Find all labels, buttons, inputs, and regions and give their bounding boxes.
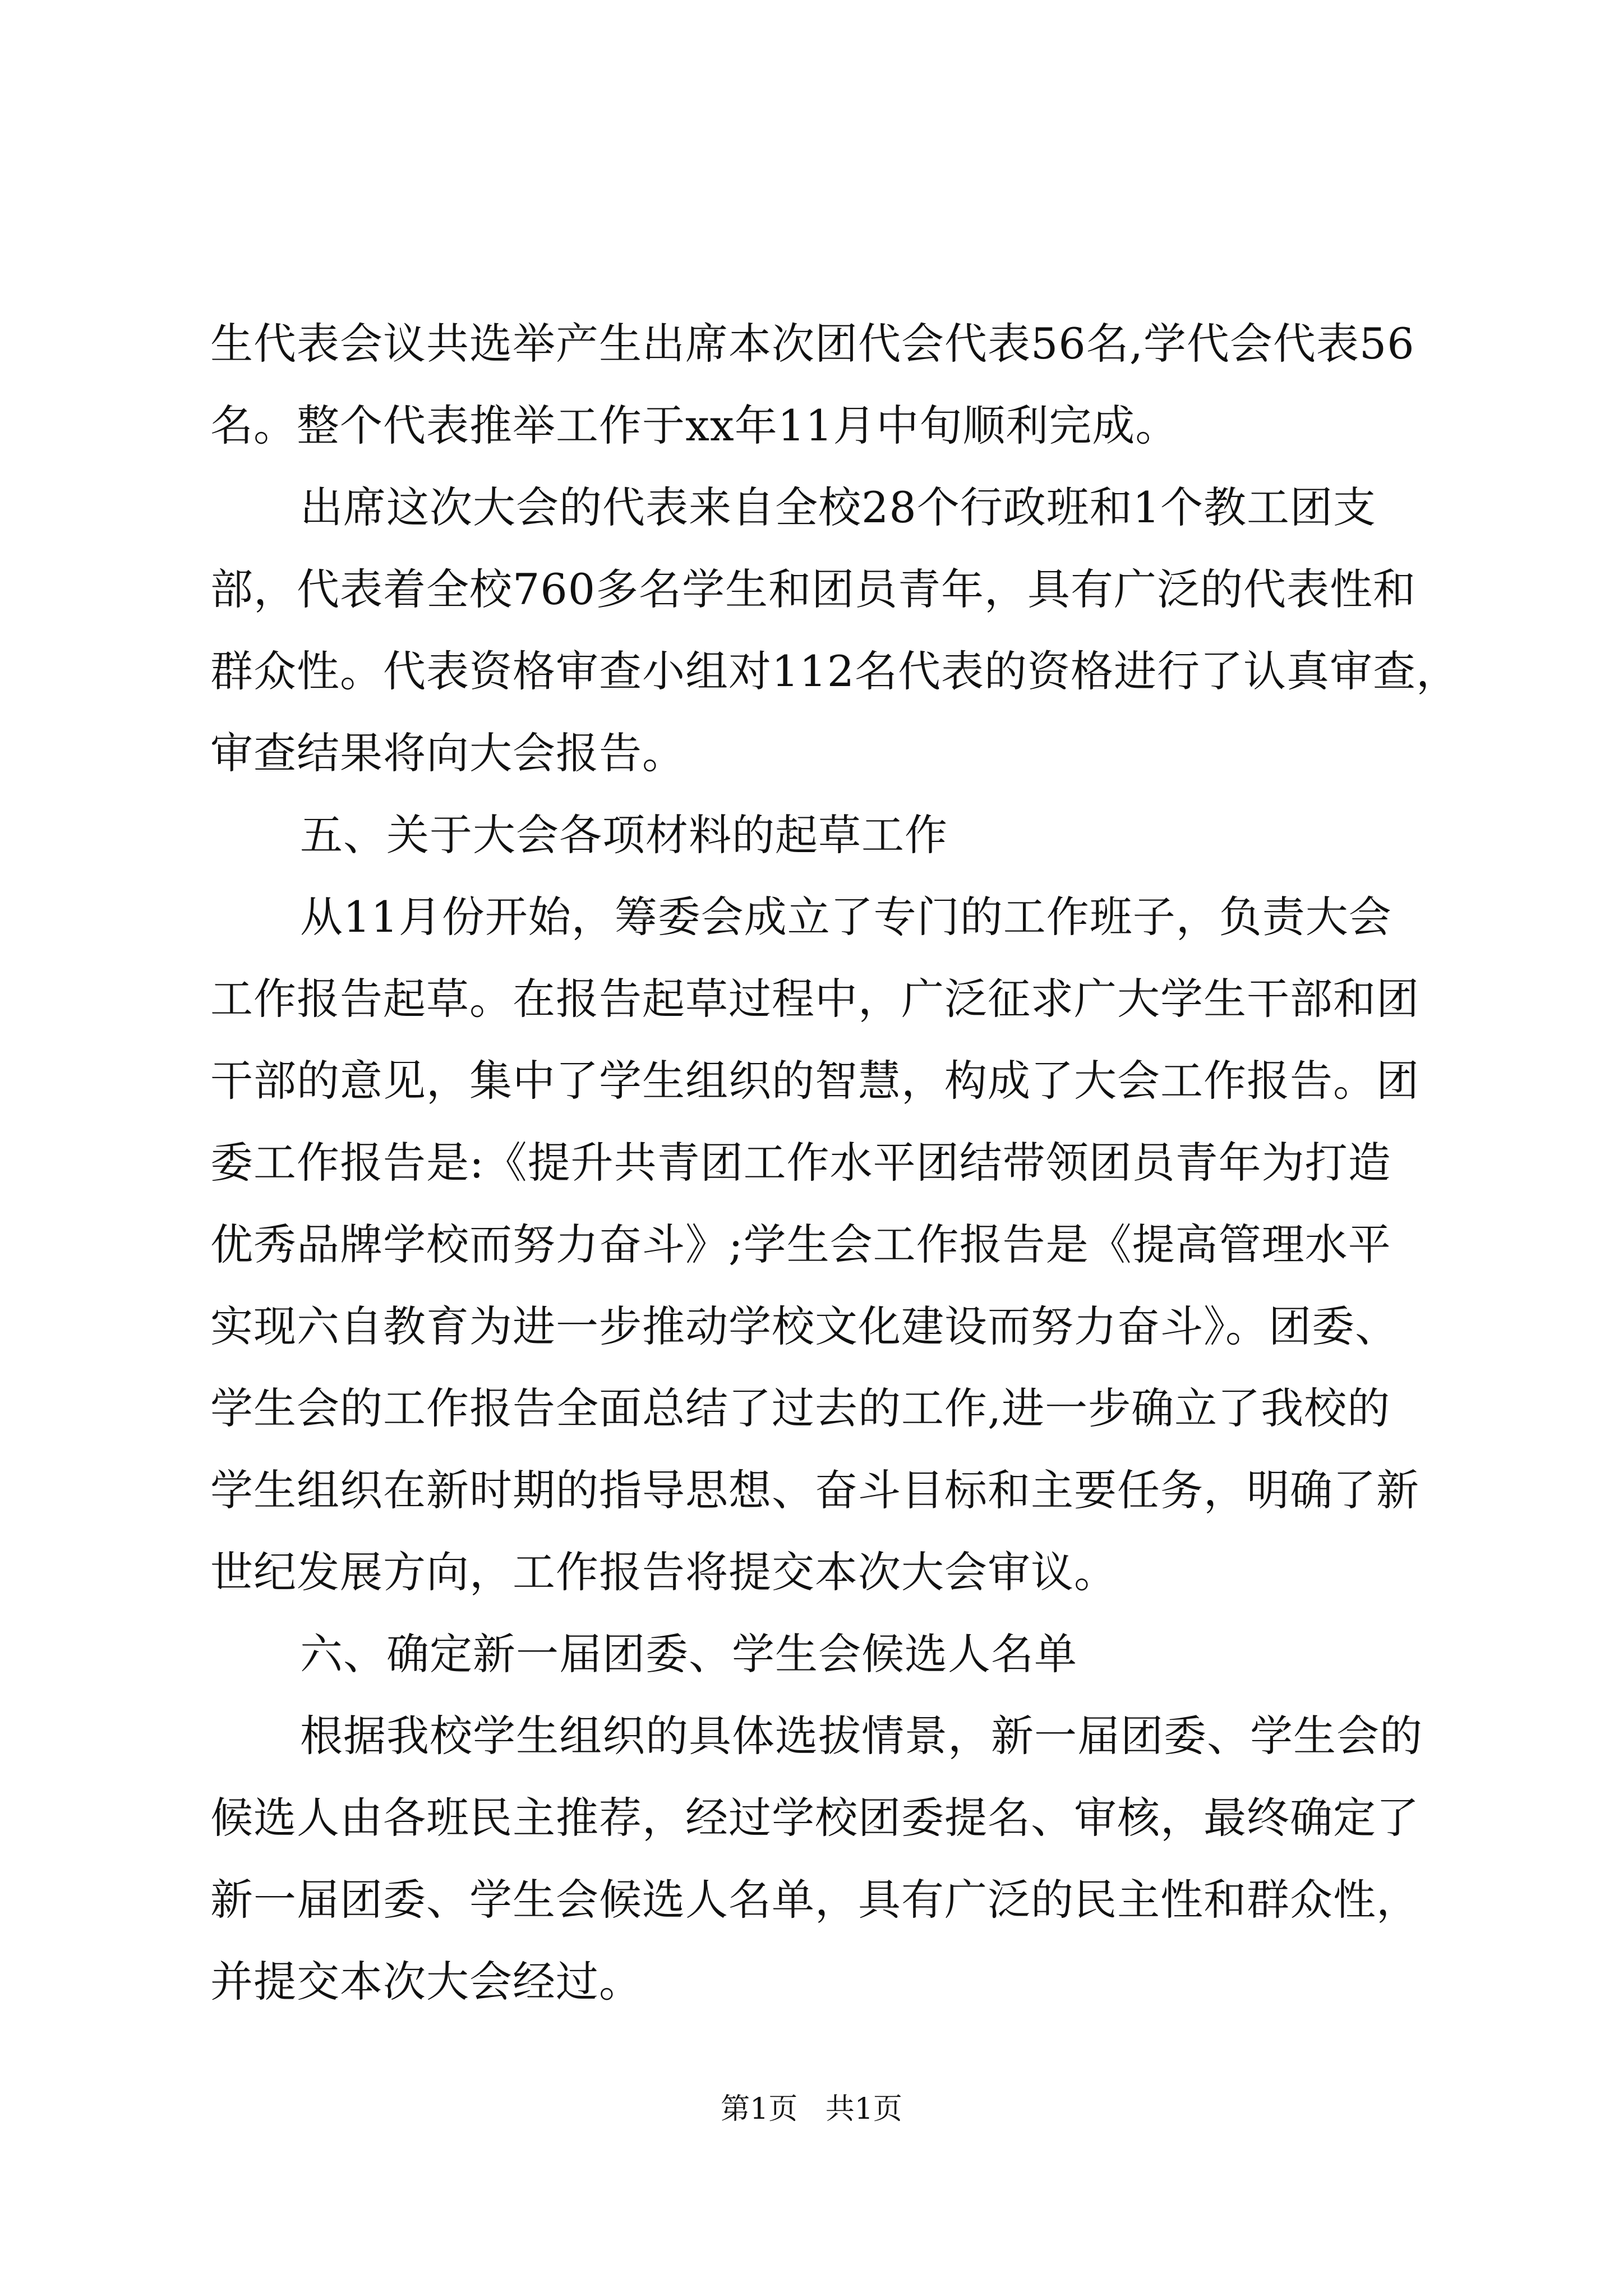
- text-line: 实现六自教育为进一步推动学校文化建设而努力奋斗》。团委、: [210, 1301, 1398, 1351]
- page-number: 第1页: [721, 2092, 798, 2126]
- text-line: 学生组织在新时期的指导思想、奋斗目标和主要任务，明确了新: [210, 1465, 1419, 1515]
- document-body: [210, 303, 1460, 2023]
- text-line: 审查结果将向大会报告。: [210, 728, 685, 778]
- page-footer: [0, 2090, 1623, 2129]
- text-line: 群众性。代表资格审查小组对112名代表的资格进行了认真审查，: [210, 646, 1460, 696]
- text-line: 干部的意见，集中了学生组织的智慧，构成了大会工作报告。团: [210, 1056, 1419, 1106]
- text-line: 工作报告起草。在报告起草过程中，广泛征求广大学生干部和团: [210, 974, 1419, 1024]
- paragraph-start-line: 出席这次大会的代表来自全校28个行政班和1个教工团支: [300, 482, 1377, 532]
- text-line: 世纪发展方向，工作报告将提交本次大会审议。: [210, 1547, 1117, 1597]
- text-line: 名。整个代表推举工作于xx年11月中旬顺利完成。: [210, 401, 1179, 450]
- paragraph-start-line: 根据我校学生组织的具体选拔情景，新一届团委、学生会的: [300, 1711, 1423, 1761]
- paragraph-start-line: 从11月份开始，筹委会成立了专门的工作班子，负责大会: [300, 892, 1392, 942]
- text-line: 学生会的工作报告全面总结了过去的工作,进一步确立了我校的: [210, 1383, 1391, 1433]
- section-heading: 六、确定新一届团委、学生会候选人名单: [300, 1629, 1077, 1679]
- text-line: 生代表会议共选举产生出席本次团代会代表56名,学代会代表56: [210, 319, 1415, 369]
- section-heading: 五、关于大会各项材料的起草工作: [300, 810, 948, 860]
- text-line: 部，代表着全校760多名学生和团员青年，具有广泛的代表性和: [210, 564, 1417, 614]
- text-line: 新一届团委、学生会候选人名单，具有广泛的民主性和群众性，: [210, 1875, 1419, 1925]
- total-pages: 共1页: [825, 2092, 902, 2126]
- text-line: 优秀品牌学校而努力奋斗》;学生会工作报告是《提高管理水平: [210, 1220, 1391, 1269]
- text-line: 委工作报告是:《提升共青团工作水平团结带领团员青年为打造: [210, 1138, 1391, 1188]
- text-line: 并提交本次大会经过。: [210, 1957, 642, 2007]
- text-line: 候选人由各班民主推荐，经过学校团委提名、审核，最终确定了: [210, 1793, 1419, 1843]
